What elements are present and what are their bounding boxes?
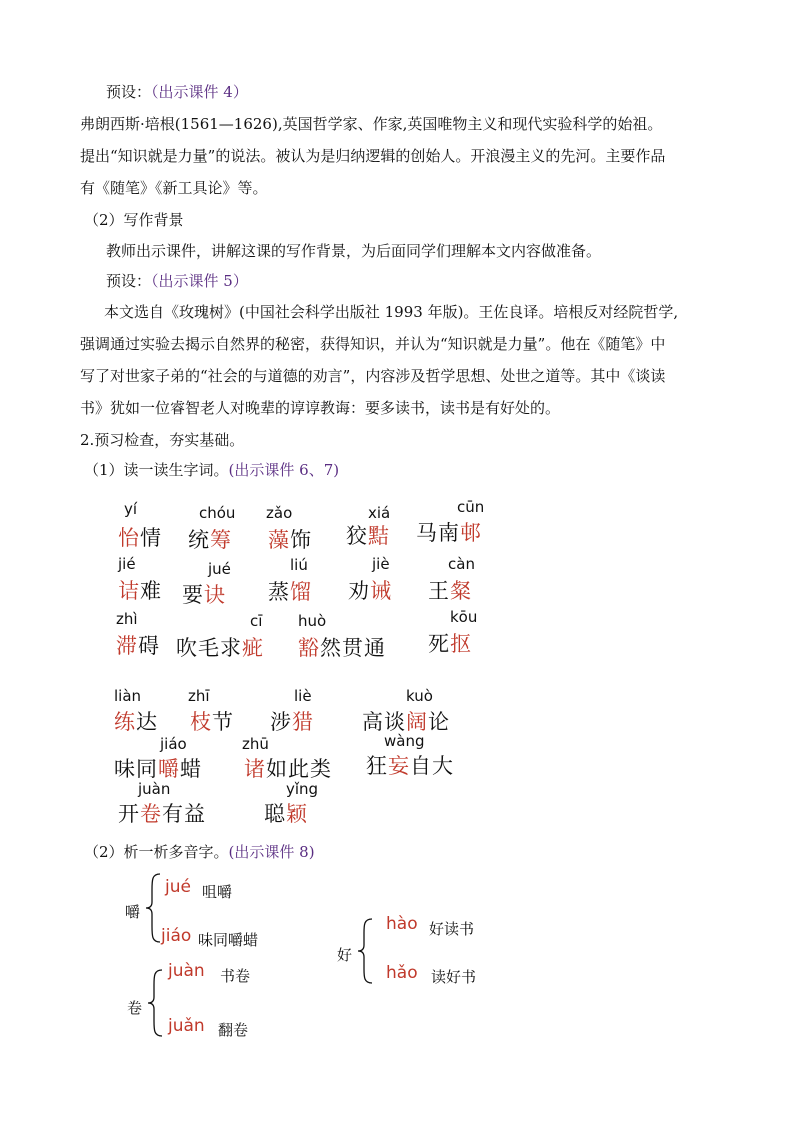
word-chars: 高谈阔论 [362, 710, 450, 734]
word-chars: 蒸馏 [268, 580, 312, 604]
word-chars: 诸如此类 [244, 757, 332, 781]
word-pinyin: jié [118, 555, 136, 573]
polyphone-char: 好 [337, 946, 353, 964]
word-pinyin: jiè [372, 555, 390, 573]
word-chars: 劝诫 [348, 579, 392, 603]
word-chars: 狡黠 [346, 524, 390, 548]
polyphone-pinyin: juǎn [168, 1016, 205, 1036]
word-pinyin: juàn [138, 780, 171, 798]
polyphone-example: 翻卷 [218, 1021, 249, 1039]
subsection-lead: （1）读一读生字词。 [84, 461, 229, 479]
bio-line-3: 有《随笔》《新工具论》等。 [80, 179, 268, 197]
polyphone-pinyin: jiáo [161, 926, 192, 946]
word-pinyin: cī [250, 612, 263, 630]
word-pinyin: càn [448, 555, 475, 573]
word-chars: 味同嚼蜡 [114, 757, 202, 781]
polyphone-pinyin: juàn [168, 961, 205, 981]
word-pinyin: liàn [114, 687, 142, 705]
word-pinyin: kuò [406, 687, 433, 705]
word-pinyin: chóu [199, 504, 236, 522]
subsection-polyphones [84, 842, 315, 862]
polyphone-pinyin: hǎo [386, 963, 418, 983]
word-pinyin: wàng [384, 732, 425, 750]
polyphone-example: 咀嚼 [202, 883, 233, 901]
preset-label-2 [106, 271, 248, 291]
word-chars: 练达 [114, 710, 158, 734]
word-chars: 聪颖 [264, 802, 308, 826]
brace-icon [356, 917, 376, 985]
bio-line-1: 弗朗西斯·培根(1561—1626),英国哲学家、作家,英国唯物主义和现代实验科学的始祖。 [80, 115, 663, 133]
polyphone-example: 好读书 [429, 920, 475, 938]
word-chars: 涉猎 [270, 710, 314, 734]
word-pinyin: huò [298, 612, 327, 630]
word-pinyin: zhī [188, 687, 210, 705]
word-pinyin: jué [208, 560, 231, 578]
word-chars: 豁然贯通 [298, 636, 386, 660]
word-chars: 统筹 [188, 528, 232, 552]
polyphone-example: 书卷 [220, 967, 251, 985]
section-heading-preview: 2.预习检查，夯实基础。 [80, 431, 245, 449]
bio-line-2: 提出“知识就是力量”的说法。被认为是归纳逻辑的创始人。开浪漫主义的先河。主要作品 [80, 147, 666, 165]
polyphone-pinyin: hào [386, 914, 418, 934]
preset-lead: 预设： [106, 272, 152, 290]
word-chars: 开卷有益 [118, 802, 206, 826]
background-line-1: 本文选自《玫瑰树》(中国社会科学出版社 1993 年版)。王佐良译。培根反对经院哲学, [104, 303, 679, 321]
subsection-read-words [84, 460, 339, 480]
background-line-4: 书》犹如一位睿智老人对晚辈的谆谆教诲：要多读书，读书是有好处的。 [80, 399, 561, 417]
polyphone-char: 卷 [127, 999, 143, 1017]
word-chars: 怡情 [118, 526, 162, 550]
word-pinyin: kōu [450, 608, 478, 626]
word-chars: 藻饰 [268, 528, 312, 552]
word-pinyin: cūn [457, 498, 485, 516]
word-chars: 滞碍 [116, 634, 160, 658]
word-pinyin: xiá [368, 504, 391, 522]
preset-label-1 [106, 82, 248, 102]
polyphone-pinyin: jué [165, 877, 191, 897]
courseware-note: （出示课件 4） [151, 83, 248, 101]
word-chars: 枝节 [190, 710, 234, 734]
word-pinyin: liè [294, 687, 312, 705]
preset-lead: 预设： [106, 83, 152, 101]
word-pinyin: zǎo [266, 504, 293, 522]
word-chars: 狂妄自大 [366, 754, 454, 778]
word-chars: 要诀 [182, 583, 226, 607]
subsection-lead: （2）析一析多音字。 [84, 843, 229, 861]
word-chars: 马南邨 [416, 521, 482, 545]
polyphone-char: 嚼 [125, 903, 141, 921]
background-line-2: 强调通过实验去揭示自然界的秘密，获得知识，并认为“知识就是力量”。他在《随笔》中 [80, 335, 666, 353]
courseware-note: （出示课件 5） [151, 272, 248, 290]
word-pinyin: liú [290, 556, 308, 574]
word-chars: 诘难 [118, 579, 162, 603]
word-pinyin: yǐng [286, 780, 319, 798]
word-pinyin: yí [124, 500, 138, 518]
teacher-instruction: 教师出示课件，讲解这课的写作背景，为后面同学们理解本文内容做准备。 [106, 242, 602, 260]
word-pinyin: zhū [242, 735, 269, 753]
word-chars: 王粲 [428, 579, 472, 603]
polyphone-example: 味同嚼蜡 [198, 931, 259, 949]
background-line-3: 写了对世家子弟的“社会的与道德的劝言”，内容涉及哲学思想、处世之道等。其中《谈读 [80, 367, 666, 385]
word-chars: 死抠 [428, 632, 472, 656]
word-pinyin: zhì [116, 610, 138, 628]
courseware-note: (出示课件 8) [228, 843, 315, 861]
word-chars: 吹毛求疵 [176, 636, 264, 660]
polyphone-example: 读好书 [431, 968, 477, 986]
courseware-note: (出示课件 6、7) [228, 461, 340, 479]
word-pinyin: jiáo [160, 735, 187, 753]
section-heading-background: （2）写作背景 [84, 211, 184, 229]
brace-icon [146, 968, 166, 1038]
